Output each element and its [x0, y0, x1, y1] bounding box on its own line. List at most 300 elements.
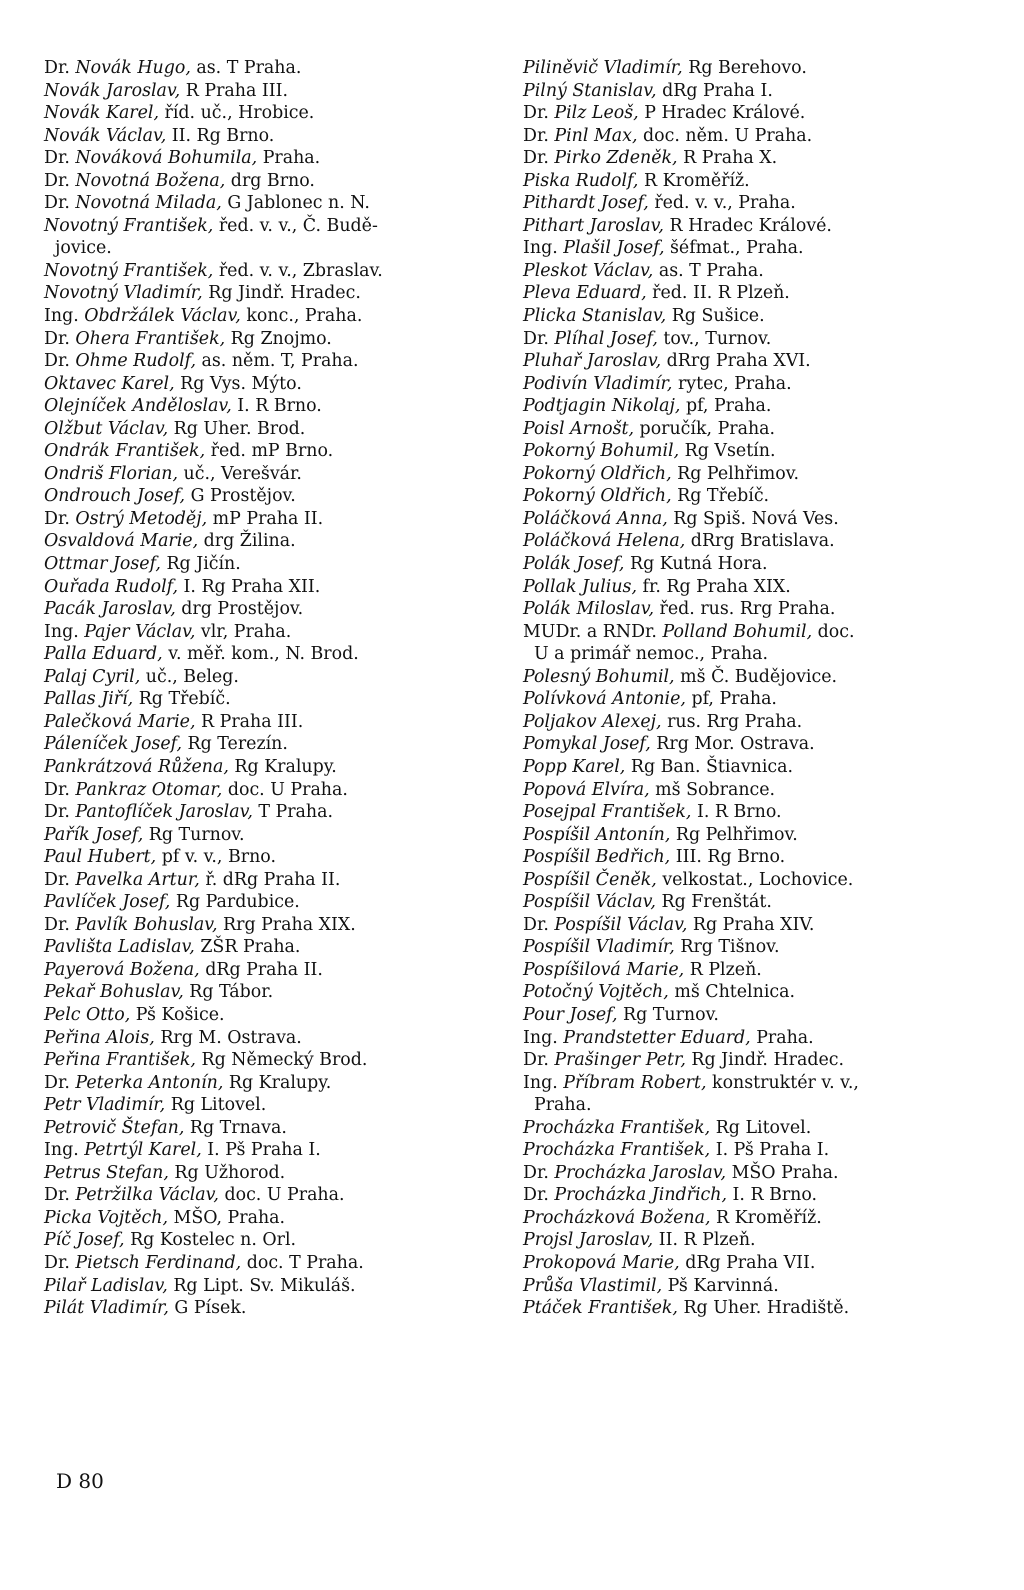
entry-name: Pallas Jiří,: [44, 689, 134, 710]
directory-entry: [44, 80, 494, 103]
directory-entry: [523, 981, 983, 1004]
entry-name: Peřina Alois,: [44, 1027, 155, 1048]
entry-details: Rg Turnov.: [143, 824, 245, 845]
entry-name: Popp Karel,: [523, 756, 626, 777]
entry-details: dRg Praha VII.: [679, 1252, 816, 1273]
entry-prefix: Praha.: [534, 1095, 592, 1116]
entry-details: Rg Lipt. Sv. Mikuláš.: [167, 1275, 356, 1296]
entry-details: Rrg Mor. Ostrava.: [650, 734, 815, 755]
entry-name: Paul Hubert,: [44, 847, 157, 868]
entry-name: Ottmar Josef,: [44, 554, 161, 575]
entry-name: Polland Bohumil,: [662, 621, 813, 642]
directory-entry: [523, 125, 983, 148]
entry-details: doc. T Praha.: [241, 1252, 364, 1273]
directory-entry: [523, 959, 983, 982]
entry-details: řed. v. v., Č. Budě-: [213, 215, 378, 236]
entry-details: dRrg Praha XVI.: [661, 351, 811, 372]
directory-entry: [523, 1139, 983, 1162]
entry-details: Rg Turnov.: [617, 1004, 719, 1025]
entry-details: Rg Znojmo.: [225, 328, 332, 349]
entry-details: P Hradec Králové.: [638, 103, 806, 124]
entry-name: Prašinger Petr,: [554, 1050, 686, 1071]
directory-entry: [44, 711, 494, 734]
entry-details: Rg Pelhřimov.: [670, 824, 798, 845]
directory-entry: [523, 440, 983, 463]
directory-entry: [523, 711, 983, 734]
directory-entry: [44, 643, 494, 666]
directory-entry: [44, 869, 494, 892]
entry-prefix: Dr.: [44, 1252, 76, 1273]
entry-prefix: Dr.: [44, 508, 76, 529]
entry-details: G Jablonec n. N.: [221, 193, 370, 214]
entry-details: MŠO, Praha.: [168, 1207, 286, 1228]
entry-prefix: Dr.: [44, 148, 76, 169]
entry-name: Novotný František,: [44, 215, 214, 236]
entry-name: Pelc Otto,: [44, 1004, 131, 1025]
directory-entry: [523, 936, 983, 959]
entry-details: Rrg Praha XIX.: [217, 914, 356, 935]
entry-name: Petrovič Štefan,: [44, 1117, 185, 1138]
directory-entry: [44, 440, 494, 463]
entry-name: Ondrák František,: [44, 441, 206, 462]
entry-details: Rg Spiš. Nová Ves.: [667, 508, 839, 529]
entry-details: řed. II. R Plzeň.: [646, 283, 790, 304]
entry-details: dRg Praha I.: [656, 80, 773, 101]
entry-details: ř. dRg Praha II.: [199, 869, 341, 890]
entry-details: mš Č. Budějovice.: [674, 666, 838, 687]
entry-details: I. R Brno.: [691, 802, 782, 823]
entry-name: Pirko Zdeněk,: [554, 148, 678, 169]
entry-details: doc.: [812, 621, 855, 642]
entry-name: Novotný Vladimír,: [44, 283, 203, 304]
entry-details: Rg Uher. Brod.: [168, 418, 306, 439]
entry-details: mš Chtelnica.: [668, 982, 796, 1003]
entry-details: as. něm. T, Praha.: [195, 351, 359, 372]
entry-name: Pospíšil Čeněk,: [523, 869, 657, 890]
entry-name: Poláčková Helena,: [523, 531, 686, 552]
entry-name: Polák Josef,: [523, 554, 625, 575]
entry-details: Rrg M. Ostrava.: [154, 1027, 302, 1048]
entry-details: Rg Tábor.: [183, 982, 274, 1003]
entry-details: pf v. v., Brno.: [156, 847, 276, 868]
directory-entry: [523, 666, 983, 689]
entry-name: Pavlík Bohuslav,: [75, 914, 218, 935]
entry-name: Peřina František,: [44, 1050, 196, 1071]
directory-entry: [523, 1184, 983, 1207]
entry-prefix: MUDr. a RNDr.: [523, 621, 663, 642]
entry-details: doc. něm. U Praha.: [637, 125, 813, 146]
entry-name: Prandstetter Eduard,: [563, 1027, 751, 1048]
entry-details: Rg Jindř. Hradec.: [685, 1050, 845, 1071]
entry-prefix: Dr.: [523, 1185, 555, 1206]
entry-details: šéfmat., Praha.: [664, 238, 804, 259]
entry-details: v. měř. kom., N. Brod.: [162, 644, 359, 665]
entry-details: pf, Praha.: [685, 689, 777, 710]
directory-entry: [44, 576, 494, 599]
entry-details: R Plzeň.: [684, 959, 762, 980]
directory-entry-continuation: [44, 237, 494, 260]
entry-details: II. Rg Brno.: [166, 125, 275, 146]
directory-entry: [44, 666, 494, 689]
entry-name: Pithart Jaroslav,: [523, 215, 664, 236]
entry-details: R Hradec Králové.: [663, 215, 832, 236]
directory-entry: [523, 1275, 983, 1298]
directory-entry: [523, 1072, 983, 1095]
directory-entry: [523, 395, 983, 418]
directory-entry: [523, 779, 983, 802]
entry-details: pf, Praha.: [680, 396, 772, 417]
entry-name: Pacák Jaroslav,: [44, 599, 176, 620]
directory-entry: [523, 418, 983, 441]
directory-entry: [44, 1072, 494, 1095]
entry-name: Pekař Bohuslav,: [44, 982, 184, 1003]
entry-name: Procházka František,: [523, 1117, 711, 1138]
entry-details: dRg Praha II.: [199, 959, 323, 980]
directory-entry: [44, 463, 494, 486]
entry-prefix: Dr.: [44, 193, 76, 214]
entry-name: Procházková Božena,: [523, 1207, 711, 1228]
directory-entry: [44, 1117, 494, 1140]
directory-entry: [523, 1004, 983, 1027]
directory-entry: [523, 1117, 983, 1140]
entry-name: Průša Vlastimil,: [523, 1275, 663, 1296]
entry-name: Ohme Rudolf,: [75, 351, 196, 372]
directory-entry: [523, 237, 983, 260]
entry-name: Novák Karel,: [44, 103, 160, 124]
entry-prefix: Dr.: [44, 869, 76, 890]
entry-details: Rg Kralupy.: [223, 1072, 332, 1093]
entry-prefix: Dr.: [523, 125, 555, 146]
directory-entry: [523, 1297, 983, 1320]
entry-name: Procházka Jaroslav,: [554, 1162, 727, 1183]
entry-name: Polesný Bohumil,: [523, 666, 675, 687]
entry-name: Novák Jaroslav,: [44, 80, 181, 101]
entry-name: Pospíšil Bedřich,: [523, 847, 671, 868]
entry-prefix: Ing.: [523, 238, 564, 259]
entry-name: Polák Miloslav,: [523, 599, 655, 620]
entry-name: Procházka Jindřich,: [554, 1185, 728, 1206]
entry-name: Pleva Eduard,: [523, 283, 647, 304]
entry-details: konstruktér v. v.,: [706, 1072, 859, 1093]
entry-prefix: Dr.: [523, 103, 555, 124]
entry-details: R Kroměříž.: [638, 170, 750, 191]
directory-entry-continuation: [523, 643, 983, 666]
entry-name: Pavelka Artur,: [75, 869, 200, 890]
entry-name: Novotný František,: [44, 260, 214, 281]
directory-entry: [44, 102, 494, 125]
directory-entry: [523, 170, 983, 193]
entry-prefix: Dr.: [523, 148, 555, 169]
directory-entry: [44, 260, 494, 283]
entry-details: Rg Kostelec n. Orl.: [124, 1230, 297, 1251]
directory-entry: [44, 395, 494, 418]
entry-name: Pavlíček Josef,: [44, 892, 171, 913]
entry-details: I. R Brno.: [727, 1185, 818, 1206]
entry-details: vlr, Praha.: [195, 621, 292, 642]
directory-entry: [44, 1094, 494, 1117]
entry-name: Petržilka Václav,: [75, 1185, 219, 1206]
directory-entry: [523, 463, 983, 486]
directory-entry: [44, 801, 494, 824]
entry-details: Rg Německý Brod.: [195, 1050, 368, 1071]
entry-name: Piliněvič Vladimír,: [523, 58, 683, 78]
entry-prefix: Dr.: [44, 1072, 76, 1093]
entry-prefix: Dr.: [44, 1185, 76, 1206]
entry-name: Plicka Stanislav,: [523, 306, 667, 327]
entry-name: Pomykal Josef,: [523, 734, 651, 755]
entry-details: Rg Litovel.: [165, 1095, 267, 1116]
entry-name: Pokorný Oldřich,: [523, 463, 672, 484]
entry-name: Poisl Arnošt,: [523, 418, 635, 439]
directory-entry: [523, 282, 983, 305]
entry-name: Plašil Josef,: [563, 238, 665, 259]
directory-entry: [523, 530, 983, 553]
entry-prefix: Ing.: [44, 306, 85, 327]
directory-entry: [44, 621, 494, 644]
directory-entry: [523, 733, 983, 756]
entry-name: Pilát Vladimír,: [44, 1298, 169, 1319]
directory-entry: [44, 1162, 494, 1185]
entry-prefix: jovice.: [55, 238, 112, 259]
directory-entry: [523, 914, 983, 937]
entry-name: Poljakov Alexej,: [523, 711, 662, 732]
entry-name: Polívková Antonie,: [523, 689, 686, 710]
directory-entry: [523, 688, 983, 711]
entry-name: Pietsch Ferdinand,: [75, 1252, 242, 1273]
directory-entry: [523, 260, 983, 283]
entry-details: řed. v. v., Praha.: [648, 193, 796, 214]
entry-name: Picka Vojtěch,: [44, 1207, 169, 1228]
directory-entry: [523, 192, 983, 215]
entry-details: tov., Turnov.: [657, 328, 772, 349]
entry-prefix: Ing.: [44, 621, 85, 642]
directory-entry: [44, 981, 494, 1004]
entry-details: Rg Vys. Mýto.: [174, 373, 302, 394]
entry-prefix: Ing.: [523, 1072, 564, 1093]
entry-name: Petrus Stefan,: [44, 1162, 169, 1183]
entry-name: Páleníček Josef,: [44, 734, 183, 755]
entry-name: Pilař Ladislav,: [44, 1275, 168, 1296]
directory-entry: [523, 350, 983, 373]
entry-details: Rg Kralupy.: [228, 756, 337, 777]
entry-name: Pinl Max,: [554, 125, 638, 146]
entry-details: Praha.: [257, 148, 321, 169]
entry-prefix: U a primář nemoc., Praha.: [534, 644, 769, 665]
directory-entry: [523, 80, 983, 103]
entry-details: Rg Frenštát.: [655, 892, 772, 913]
directory-entry: [44, 733, 494, 756]
entry-name: Plíhal Josef,: [554, 328, 658, 349]
directory-entry: [44, 1139, 494, 1162]
entry-name: Projsl Jaroslav,: [523, 1230, 654, 1251]
entry-details: ZŠR Praha.: [194, 937, 301, 958]
entry-details: Rg Berehovo.: [682, 58, 807, 78]
entry-name: Poláčková Anna,: [523, 508, 668, 529]
entry-details: II. R Plzeň.: [653, 1230, 756, 1251]
entry-details: I. R Brno.: [231, 396, 322, 417]
directory-entry: [44, 508, 494, 531]
entry-details: R Praha III.: [195, 711, 304, 732]
entry-details: Rg Praha XIV.: [687, 914, 815, 935]
entry-details: R Praha III.: [180, 80, 288, 101]
entry-details: Rg Kutná Hora.: [624, 554, 768, 575]
entry-name: Pithardt Josef,: [523, 193, 649, 214]
entry-prefix: Dr.: [523, 914, 555, 935]
entry-name: Ondrouch Josef,: [44, 486, 186, 507]
entry-prefix: Dr.: [44, 351, 76, 372]
entry-details: Rg Užhorod.: [168, 1162, 286, 1183]
entry-name: Pospíšil Vladimír,: [523, 937, 675, 958]
entry-prefix: Dr.: [523, 1162, 555, 1183]
directory-entry: [523, 621, 983, 644]
entry-details: Rg Uher. Hradiště.: [677, 1298, 850, 1319]
entry-name: Ostrý Metoděj,: [75, 508, 208, 529]
entry-details: MŠO Praha.: [726, 1162, 839, 1183]
directory-entry: [44, 688, 494, 711]
entry-details: Rg Ban. Štiavnica.: [625, 756, 794, 777]
entry-name: Novák Václav,: [44, 125, 167, 146]
entry-details: Rg Třebíč.: [133, 689, 231, 710]
entry-prefix: Ing.: [523, 1027, 564, 1048]
directory-entry: [44, 1027, 494, 1050]
entry-name: Obdržálek Václav,: [84, 306, 241, 327]
entry-details: mP Praha II.: [207, 508, 324, 529]
entry-details: III. Rg Brno.: [670, 847, 786, 868]
entry-name: Pilz Leoš,: [554, 103, 639, 124]
directory-entry: [523, 508, 983, 531]
entry-name: Nováková Bohumila,: [75, 148, 258, 169]
directory-entry: [44, 530, 494, 553]
directory-entry: [44, 891, 494, 914]
directory-entry: [44, 305, 494, 328]
entry-name: Prokopová Marie,: [523, 1252, 680, 1273]
entry-name: Ohera František,: [75, 328, 226, 349]
entry-details: mš Sobrance.: [649, 779, 776, 800]
entry-details: rytec, Praha.: [672, 373, 792, 394]
entry-prefix: Dr.: [44, 802, 76, 823]
entry-name: Příbram Robert,: [563, 1072, 707, 1093]
entry-name: Pilný Stanislav,: [523, 80, 657, 101]
entry-name: Pajer Václav,: [84, 621, 196, 642]
entry-name: Novotná Božena,: [75, 170, 226, 191]
directory-entry: [523, 57, 983, 80]
entry-prefix: Dr.: [44, 779, 76, 800]
entry-details: Pš Karvinná.: [662, 1275, 779, 1296]
entry-details: konc., Praha.: [240, 306, 363, 327]
entry-name: Procházka František,: [523, 1140, 711, 1161]
entry-name: Podivín Vladimír,: [523, 373, 673, 394]
entry-name: Podtjagin Nikolaj,: [523, 396, 681, 417]
entry-name: Pospíšil Václav,: [554, 914, 688, 935]
directory-entry: [44, 192, 494, 215]
entry-name: Pankrátzová Růžena,: [44, 756, 229, 777]
entry-details: R Kroměříž.: [710, 1207, 822, 1228]
directory-entry: [44, 756, 494, 779]
directory-entry: [44, 1275, 494, 1298]
directory-entry: [523, 756, 983, 779]
entry-name: Pleskot Václav,: [523, 260, 654, 281]
directory-entry: [44, 959, 494, 982]
entry-details: as. T Praha.: [653, 260, 764, 281]
entry-details: poručík, Praha.: [634, 418, 776, 439]
entry-name: Oktavec Karel,: [44, 373, 175, 394]
directory-entry: [523, 102, 983, 125]
entry-name: Pantoflíček Jaroslav,: [75, 802, 253, 823]
entry-name: Pospíšil Václav,: [523, 892, 656, 913]
directory-entry: [523, 1207, 983, 1230]
directory-entry: [523, 215, 983, 238]
entry-name: Pospíšilová Marie,: [523, 959, 685, 980]
directory-entry: [523, 553, 983, 576]
entry-name: Potočný Vojtěch,: [523, 982, 669, 1003]
entry-details: Rg Trnava.: [184, 1117, 287, 1138]
entry-details: Rg Terezín.: [182, 734, 288, 755]
entry-prefix: Dr.: [523, 1050, 555, 1071]
entry-name: Pollak Julius,: [523, 576, 637, 597]
entry-name: Pokorný Bohumil,: [523, 441, 680, 462]
entry-details: drg Brno.: [225, 170, 315, 191]
directory-entry: [44, 1229, 494, 1252]
directory-entry: [44, 170, 494, 193]
entry-name: Ondriš Florian,: [44, 463, 178, 484]
entry-details: T Praha.: [252, 802, 334, 823]
directory-entry: [44, 282, 494, 305]
entry-name: Ouřada Rudolf,: [44, 576, 178, 597]
directory-entry: [523, 1049, 983, 1072]
entry-details: G Prostějov.: [185, 486, 296, 507]
entry-prefix: Dr.: [523, 328, 555, 349]
directory-entry: [44, 125, 494, 148]
entry-details: drg Prostějov.: [175, 599, 304, 620]
entry-details: řed. mP Brno.: [205, 441, 334, 462]
directory-entry: [44, 373, 494, 396]
entry-details: Rg Jindř. Hradec.: [202, 283, 361, 304]
directory-entry: [44, 1004, 494, 1027]
directory-entry: [44, 779, 494, 802]
entry-prefix: Dr.: [44, 170, 76, 191]
page-label: D 80: [56, 1469, 104, 1493]
entry-name: Peterka Antonín,: [75, 1072, 224, 1093]
directory-entry: [523, 576, 983, 599]
entry-details: Rg Sušice.: [666, 306, 765, 327]
entry-name: Novotná Milada,: [75, 193, 222, 214]
entry-details: G Písek.: [168, 1298, 247, 1319]
entry-details: Rg Třebíč.: [671, 486, 770, 507]
entry-details: R Praha X.: [677, 148, 778, 169]
entry-details: I. Pš Praha I.: [710, 1140, 830, 1161]
entry-details: řed. v. v., Zbraslav.: [213, 260, 383, 281]
directory-entry: [44, 1252, 494, 1275]
directory-entry: [523, 305, 983, 328]
entry-name: Piska Rudolf,: [523, 170, 639, 191]
entry-name: Palečková Marie,: [44, 711, 196, 732]
entry-details: doc. U Praha.: [222, 779, 348, 800]
entry-details: fr. Rg Praha XIX.: [636, 576, 791, 597]
entry-details: Rg Pelhřimov.: [671, 463, 800, 484]
directory-entry: [44, 936, 494, 959]
directory-entry: [523, 485, 983, 508]
directory-entry: [44, 553, 494, 576]
entry-details: rus. Rrg Praha.: [661, 711, 803, 732]
directory-entry: [523, 373, 983, 396]
directory-entry: [523, 1229, 983, 1252]
directory-entry: [523, 1252, 983, 1275]
entry-name: Petrtýl Karel,: [84, 1140, 202, 1161]
directory-entry: [523, 801, 983, 824]
entry-name: Ptáček František,: [523, 1298, 678, 1319]
entry-name: Payerová Božena,: [44, 959, 200, 980]
entry-details: Rg Jičín.: [160, 554, 241, 575]
